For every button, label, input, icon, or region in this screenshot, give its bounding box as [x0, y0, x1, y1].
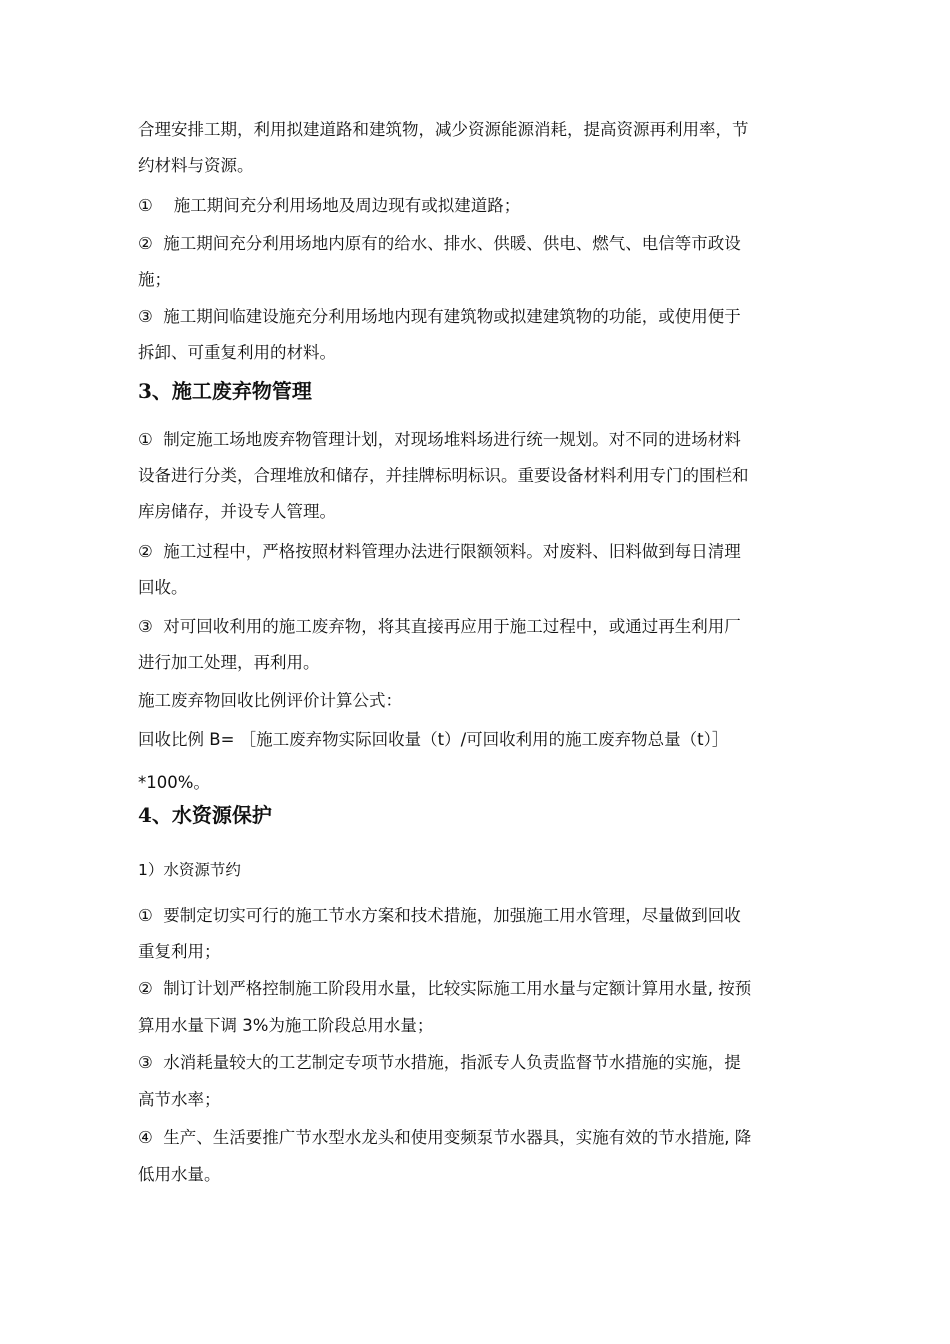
paragraph-line: ② 制订计划严格控制施工阶段用水量，比较实际施工用水量与定额计算用水量, 按预 [138, 979, 752, 998]
paragraph-line: ② 施工过程中，严格按照材料管理办法进行限额领料。对废料、旧料做到每日清理 [138, 542, 741, 561]
paragraph-line: 约材料与资源。 [138, 156, 254, 175]
paragraph-line: ④ 生产、生活要推广节水型水龙头和使用变频泵节水器具，实施有效的节水措施, 降 [138, 1128, 752, 1147]
paragraph-line: 算用水量下调 3%为施工阶段总用水量； [138, 1016, 434, 1035]
paragraph-line: 合理安排工期，利用拟建道路和建筑物，减少资源能源消耗，提高资源再利用率，节 [138, 120, 749, 139]
paragraph-line: 重复利用； [138, 942, 221, 961]
section-heading: 4、水资源保护 [138, 803, 272, 827]
paragraph-line: 施； [138, 270, 171, 289]
paragraph-line: 拆卸、可重复利用的材料。 [138, 343, 336, 362]
formula-caption: 施工废弃物回收比例评价计算公式： [138, 691, 402, 710]
paragraph-line: ③ 对可回收利用的施工废弃物，将其直接再应用于施工过程中，或通过再生利用厂 [138, 617, 741, 636]
paragraph-line: 回收。 [138, 578, 188, 597]
paragraph-line: 库房储存，并设专人管理。 [138, 502, 336, 521]
section-heading: 3、施工废弃物管理 [138, 379, 312, 403]
paragraph-line: ① 要制定切实可行的施工节水方案和技术措施，加强施工用水管理，尽量做到回收 [138, 906, 741, 925]
paragraph-line: 设备进行分类，合理堆放和储存，并挂牌标明标识。重要设备材料利用专门的围栏和 [138, 466, 749, 485]
paragraph-line: 高节水率； [138, 1090, 221, 1109]
paragraph-line: ③ 施工期间临建设施充分利用场地内现有建筑物或拟建建筑物的功能，或使用便于 [138, 307, 741, 326]
formula: *100%。 [138, 773, 210, 792]
formula: 回收比例 B= ［施工废弃物实际回收量（t）/可回收利用的施工废弃物总量（t）］ [138, 730, 729, 749]
paragraph-line: ② 施工期间充分利用场地内原有的给水、排水、供暖、供电、燃气、电信等市政设 [138, 234, 741, 253]
paragraph-line: ① 施工期间充分利用场地及周边现有或拟建道路； [138, 196, 521, 215]
paragraph-line: ③ 水消耗量较大的工艺制定专项节水措施，指派专人负责监督节水措施的实施，提 [138, 1053, 741, 1072]
subsection-heading: 1）水资源节约 [138, 861, 241, 879]
paragraph-line: ① 制定施工场地废弃物管理计划，对现场堆料场进行统一规划。对不同的进场材料 [138, 430, 741, 449]
paragraph-line: 进行加工处理，再利用。 [138, 653, 320, 672]
paragraph-line: 低用水量。 [138, 1165, 221, 1184]
